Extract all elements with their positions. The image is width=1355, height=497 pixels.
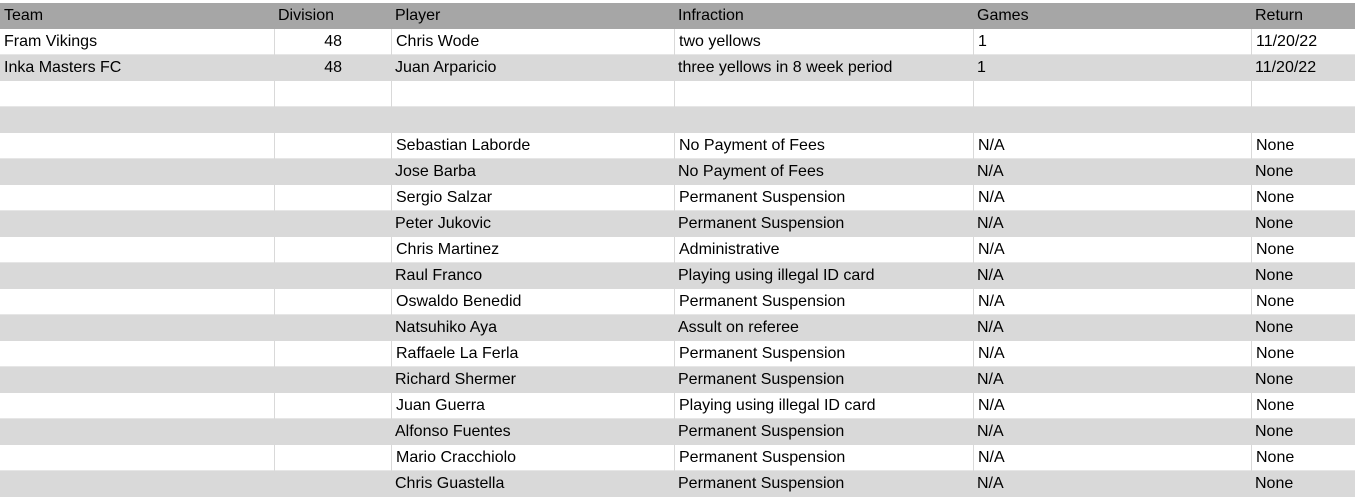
cell-division[interactable] xyxy=(274,211,391,237)
cell-games[interactable]: N/A xyxy=(973,237,1251,263)
cell-return[interactable]: None xyxy=(1255,163,1294,180)
cell-division[interactable] xyxy=(274,341,391,367)
cell-infraction[interactable]: Permanent Suspension xyxy=(674,445,973,471)
cell-return[interactable]: None xyxy=(1255,267,1294,284)
cell-games[interactable]: N/A xyxy=(973,445,1251,471)
table-row xyxy=(0,81,1355,107)
cell-infraction[interactable]: Administrative xyxy=(674,237,973,263)
cell-team[interactable] xyxy=(0,367,274,393)
table-row xyxy=(0,159,1355,185)
cell-division[interactable] xyxy=(274,289,391,315)
cell-return[interactable]: None xyxy=(1251,237,1355,263)
cell-player[interactable] xyxy=(391,107,674,133)
cell-division[interactable] xyxy=(274,237,391,263)
cell-infraction[interactable]: Permanent Suspension xyxy=(678,423,845,440)
cell-player[interactable]: Oswaldo Benedid xyxy=(391,289,674,315)
cell-return[interactable]: None xyxy=(1251,445,1355,471)
cell-team[interactable] xyxy=(0,237,274,263)
cell-games[interactable]: N/A xyxy=(973,341,1251,367)
cell-division[interactable] xyxy=(274,133,391,159)
cell-player[interactable]: Juan Guerra xyxy=(391,393,674,419)
cell-player[interactable]: Jose Barba xyxy=(395,163,476,180)
cell-games[interactable]: N/A xyxy=(977,163,1004,180)
cell-team[interactable]: Inka Masters FC xyxy=(4,59,122,76)
cell-division[interactable] xyxy=(274,367,391,393)
cell-player[interactable]: Richard Shermer xyxy=(395,371,516,388)
cell-infraction[interactable]: Assult on referee xyxy=(678,319,799,336)
cell-team[interactable] xyxy=(0,341,274,367)
cell-team[interactable] xyxy=(0,393,274,419)
cell-division[interactable]: 48 xyxy=(274,29,391,55)
cell-infraction[interactable]: Permanent Suspension xyxy=(678,215,845,232)
cell-infraction[interactable]: Permanent Suspension xyxy=(674,289,973,315)
cell-player[interactable]: Chris Wode xyxy=(391,29,674,55)
table-row xyxy=(0,185,1355,211)
table-row xyxy=(0,133,1355,159)
cell-games[interactable] xyxy=(973,81,1251,107)
table-row xyxy=(0,419,1355,445)
table-row xyxy=(0,55,1355,81)
table-row xyxy=(0,289,1355,315)
cell-infraction[interactable]: No Payment of Fees xyxy=(678,163,824,180)
cell-division[interactable] xyxy=(274,263,391,289)
cell-team[interactable] xyxy=(0,107,274,133)
cell-player[interactable]: Chris Guastella xyxy=(395,475,505,492)
cell-team[interactable] xyxy=(0,471,274,497)
cell-division[interactable] xyxy=(274,107,391,133)
cell-games[interactable]: 1 xyxy=(973,29,1251,55)
cell-games[interactable]: N/A xyxy=(977,215,1004,232)
table-row xyxy=(0,367,1355,393)
table-row xyxy=(0,315,1355,341)
cell-games[interactable]: N/A xyxy=(977,319,1004,336)
cell-infraction[interactable]: Permanent Suspension xyxy=(678,371,845,388)
cell-return[interactable]: None xyxy=(1255,215,1294,232)
cell-player[interactable]: Sergio Salzar xyxy=(391,185,674,211)
cell-return[interactable]: None xyxy=(1251,393,1355,419)
cell-infraction[interactable]: Permanent Suspension xyxy=(674,185,973,211)
table-row xyxy=(0,211,1355,237)
header-division[interactable]: Division xyxy=(278,7,335,24)
cell-team[interactable] xyxy=(0,263,274,289)
header-row xyxy=(0,3,1355,29)
cell-division[interactable] xyxy=(274,185,391,211)
table-row xyxy=(0,29,1355,55)
cell-team[interactable]: Fram Vikings xyxy=(4,33,98,50)
cell-division[interactable] xyxy=(274,81,391,107)
cell-infraction[interactable]: two yellows xyxy=(674,29,973,55)
cell-player[interactable] xyxy=(391,81,674,107)
cell-games[interactable]: N/A xyxy=(973,133,1251,159)
cell-infraction[interactable]: three yellows in 8 week period xyxy=(678,59,893,76)
cell-team[interactable] xyxy=(0,185,274,211)
cell-return[interactable]: None xyxy=(1251,133,1355,159)
cell-team[interactable] xyxy=(0,159,274,185)
table-row xyxy=(0,263,1355,289)
table-row xyxy=(0,471,1355,497)
cell-division[interactable] xyxy=(274,159,391,185)
cell-player[interactable]: Juan Arparicio xyxy=(395,59,497,76)
cell-games[interactable]: N/A xyxy=(977,371,1004,388)
cell-infraction[interactable] xyxy=(674,107,973,133)
cell-team[interactable] xyxy=(0,211,274,237)
cell-player[interactable]: Raffaele La Ferla xyxy=(391,341,674,367)
header-games[interactable]: Games xyxy=(977,7,1029,24)
cell-division[interactable] xyxy=(274,445,391,471)
cell-games[interactable] xyxy=(973,107,1251,133)
table-row xyxy=(0,107,1355,133)
cell-team[interactable] xyxy=(0,445,274,471)
cell-infraction[interactable]: Playing using illegal ID card xyxy=(678,267,875,284)
cell-team[interactable] xyxy=(0,289,274,315)
cell-division[interactable] xyxy=(274,393,391,419)
cell-division[interactable] xyxy=(274,315,391,341)
cell-return[interactable]: None xyxy=(1255,475,1294,492)
cell-player[interactable]: Sebastian Laborde xyxy=(391,133,674,159)
cell-return[interactable]: None xyxy=(1251,289,1355,315)
cell-return[interactable]: 11/20/22 xyxy=(1251,29,1355,55)
cell-games[interactable]: N/A xyxy=(977,475,1004,492)
cell-return[interactable]: None xyxy=(1251,185,1355,211)
header-infraction[interactable]: Infraction xyxy=(678,7,744,24)
header-team[interactable]: Team xyxy=(4,7,44,24)
cell-player[interactable]: Peter Jukovic xyxy=(395,215,492,232)
cell-player[interactable]: Chris Martinez xyxy=(391,237,674,263)
cell-games[interactable]: N/A xyxy=(973,393,1251,419)
cell-team[interactable] xyxy=(0,81,274,107)
table-row xyxy=(0,445,1355,471)
table-row xyxy=(0,341,1355,367)
cell-return[interactable] xyxy=(1251,107,1355,133)
cell-team[interactable] xyxy=(0,419,274,445)
cell-return[interactable]: None xyxy=(1255,423,1294,440)
cell-division[interactable]: 48 xyxy=(324,59,342,76)
cell-infraction[interactable]: No Payment of Fees xyxy=(674,133,973,159)
cell-games[interactable]: N/A xyxy=(973,289,1251,315)
table-row xyxy=(0,237,1355,263)
cell-team[interactable] xyxy=(0,133,274,159)
cell-division[interactable] xyxy=(274,471,391,497)
cell-infraction[interactable]: Playing using illegal ID card xyxy=(674,393,973,419)
cell-return[interactable]: None xyxy=(1255,371,1294,388)
header-player[interactable]: Player xyxy=(395,7,441,24)
cell-games[interactable]: N/A xyxy=(973,185,1251,211)
cell-infraction[interactable]: Permanent Suspension xyxy=(674,341,973,367)
cell-return[interactable]: 11/20/22 xyxy=(1255,59,1317,76)
cell-games[interactable]: N/A xyxy=(977,267,1004,284)
cell-division[interactable] xyxy=(274,419,391,445)
cell-return[interactable] xyxy=(1251,81,1355,107)
cell-infraction[interactable]: Permanent Suspension xyxy=(678,475,845,492)
header-return[interactable]: Return xyxy=(1255,7,1304,24)
cell-infraction[interactable] xyxy=(674,81,973,107)
cell-return[interactable]: None xyxy=(1251,341,1355,367)
table-row xyxy=(0,393,1355,419)
cell-player[interactable]: Natsuhiko Aya xyxy=(395,319,497,336)
cell-player[interactable]: Mario Cracchiolo xyxy=(391,445,674,471)
cell-team[interactable] xyxy=(0,315,274,341)
cell-games[interactable]: N/A xyxy=(977,423,1004,440)
cell-games[interactable]: 1 xyxy=(977,59,986,76)
cell-player[interactable]: Alfonso Fuentes xyxy=(395,423,511,440)
cell-player[interactable]: Raul Franco xyxy=(395,267,483,284)
cell-return[interactable]: None xyxy=(1255,319,1294,336)
